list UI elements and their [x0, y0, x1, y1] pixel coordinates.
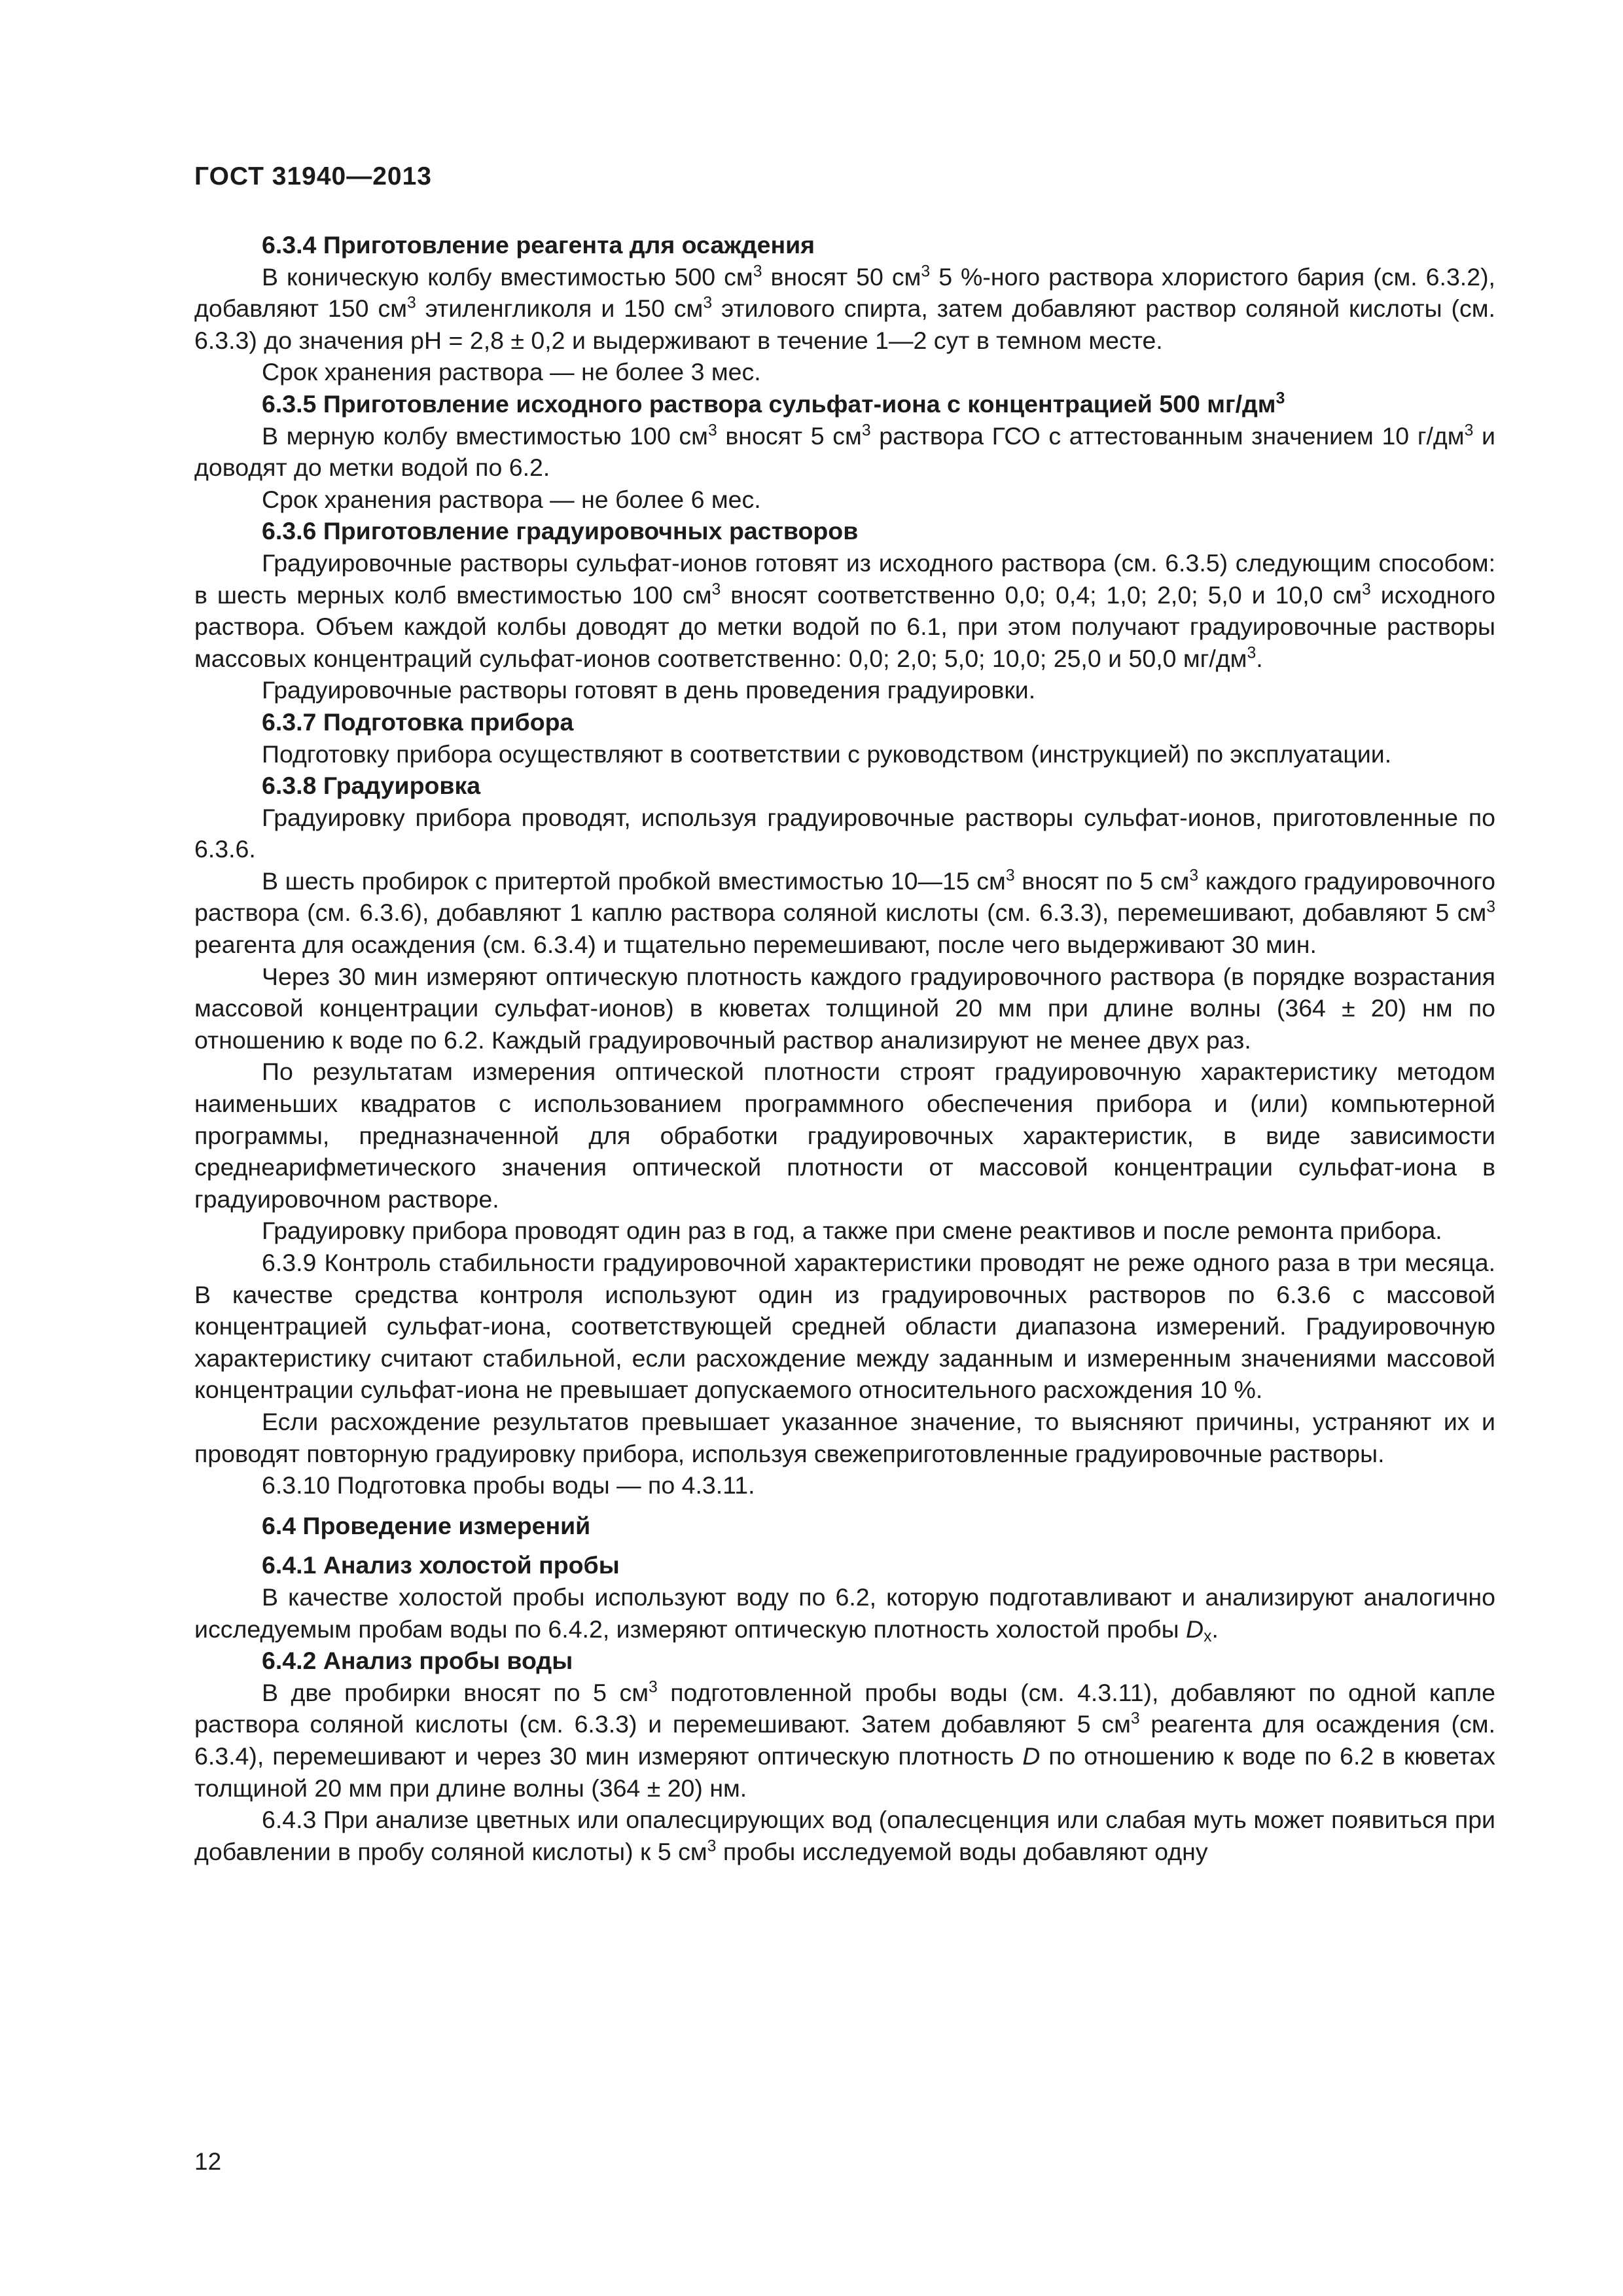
heading-6-3-4: 6.3.4 Приготовление реагента для осаждения: [262, 231, 815, 259]
heading-6-3-8: 6.3.8 Градуировка: [262, 772, 481, 800]
paragraph-6-3-8-b: В шесть пробирок с притертой пробкой вместимостью 10—15 $см^3$ вносят по 5 $см^3$ каждого градуировочного раствора (см. 6.3.6), добавляют 1 каплю раствора соляной кислоты (см. 6.3.3), перемешивают, добавляют 5 $см^3$ реагента для осаждения (см. 6.3.4) и тщательно перемешивают, после чего выдерживают 30 мин.: [194, 867, 1496, 959]
paragraph-6-3-9-a: 6.3.9 Контроль стабильности градуировочной характеристики проводят не реже одного раза в три месяца. В качестве средства контроля используют один из градуировочных растворов по 6.3.6 с массовой концентрацией сульфат-иона, соответствующей средней области диапазона измерений. Градуировочную характеристику считают стабильной, если расхождение между заданным и измеренным значениями массовой концентрации сульфат-иона не превышает допускаемого относительного расхождения 10 %.: [194, 1249, 1495, 1404]
paragraph-6-3-4-a: В коническую колбу вместимостью 500 $см^3$ вносят 50 $см^3$ 5 %-ного раствора хлористого бария (см. 6.3.2), добавляют 150 $см^3$ этиленгликоля и 150 $см^3$ этилового спирта, затем добавляют раствор соляной кислоты (см. 6.3.3) до значения pH = 2,8 ± 0,2 и выдерживают в течение 1—2 сут в темном месте.: [194, 262, 1495, 354]
heading-6-4-1: 6.4.1 Анализ холостой пробы: [262, 1551, 620, 1579]
paragraph-6-3-6-b: Градуировочные растворы готовят в день проведения градуировки.: [262, 676, 1036, 704]
paragraph-6-4-2: В две пробирки вносят по 5 $см^3$ подготовленной пробы воды (см. 4.3.11), добавляют по одной капле раствора соляной кислоты (см. 6.3.3) и перемешивают. Затем добавляют 5 $см^3$ реагента для осаждения (см. 6.3.4), перемешивают и через 30 мин измеряют оптическую плотность D по отношению к воде по 6.2 в кюветах толщиной 20 мм при длине волны (364 ± 20) нм.: [194, 1678, 1495, 1802]
heading-6-3-6: 6.3.6 Приготовление градуировочных растворов: [262, 517, 859, 545]
paragraph-6-3-8-a: Градуировку прибора проводят, используя градуировочные растворы сульфат-ионов, приготовленные по 6.3.6.: [194, 803, 1495, 863]
paragraph-6-3-7: Подготовку прибора осуществляют в соответствии с руководством (инструкцией) по эксплуатации.: [262, 740, 1392, 768]
paragraph-6-3-5-a: В мерную колбу вместимостью 100 $см^3$ вносят 5 $см^3$ раствора ГСО с аттестованным значением 10 $г/дм^3$ и доводят до метки водой по 6.2.: [194, 421, 1495, 482]
paragraph-6-3-9-b: Если расхождение результатов превышает указанное значение, то выясняют причины, устраняют их и проводят повторную градуировку прибора, используя свежеприготовленные градуировочные растворы.: [194, 1407, 1495, 1467]
paragraph-6-4-3: 6.4.3 При анализе цветных или опалесцирующих вод (опалесценция или слабая муть может появиться при добавлении в пробу соляной кислоты) к 5 $см^3$ пробы исследуемой воды добавляют одну: [194, 1806, 1495, 1865]
paragraph-6-3-5-b: Срок хранения раствора — не более 6 мес.: [262, 485, 761, 513]
paragraph-6-3-10: 6.3.10 Подготовка пробы воды — по 4.3.11.: [262, 1471, 755, 1499]
paragraph-6-3-8-d: По результатам измерения оптической плотности строят градуировочную характеристику методом наименьших квадратов с использованием программного обеспечения прибора и (или) компьютерной программы, предназначенной для обработки градуировочных характеристик, в виде зависимости среднеарифметического значения оптической плотности от массовой концентрации сульфат-иона в градуировочном растворе.: [194, 1058, 1495, 1213]
paragraph-6-3-6-a: Градуировочные растворы сульфат-ионов готовят из исходного раствора (см. 6.3.5) следующим способом: в шесть мерных колб вместимостью 100 $см^3$ вносят соответственно 0,0; 0,4; 1,0; 2,0; 5,0 и 10,0 $см^3$ исходного раствора. Объем каждой колбы доводят до метки водой по 6.1, при этом получают градуировочные растворы массовых концентраций сульфат-ионов соответственно: 0,0; 2,0; 5,0; 10,0; 25,0 и 50,0 $мг/дм^3$.: [194, 548, 1495, 672]
heading-6-4: 6.4 Проведение измерений: [262, 1511, 591, 1539]
document-body: [194, 229, 1495, 1867]
heading-6-4-2: 6.4.2 Анализ пробы воды: [262, 1647, 573, 1675]
paragraph-6-4-1: В качестве холостой пробы используют воду по 6.2, которую подготавливают и анализируют аналогично исследуемым пробам воды по 6.4.2, измеряют оптическую плотность холостой пробы $D_x$.: [194, 1583, 1495, 1645]
paragraph-6-3-4-b: Срок хранения раствора — не более 3 мес.: [262, 358, 761, 386]
heading-6-3-5: 6.3.5 Приготовление исходного раствора сульфат-иона с концентрацией 500 $мг/дм^3$: [262, 389, 1285, 418]
page-number: 12: [194, 2148, 222, 2175]
document-id: ГОСТ 31940—2013: [194, 162, 432, 190]
heading-6-3-7: 6.3.7 Подготовка прибора: [262, 708, 574, 736]
paragraph-6-3-8-c: Через 30 мин измеряют оптическую плотность каждого градуировочного раствора (в порядке возрастания массовой концентрации сульфат-ионов) в кюветах толщиной 20 мм при длине волны (364 ± 20) нм по отношению к воде по 6.2. Каждый градуировочный раствор анализируют не менее двух раз.: [194, 962, 1495, 1054]
paragraph-6-3-8-e: Градуировку прибора проводят один раз в год, а также при смене реактивов и после ремонта прибора.: [262, 1217, 1442, 1245]
